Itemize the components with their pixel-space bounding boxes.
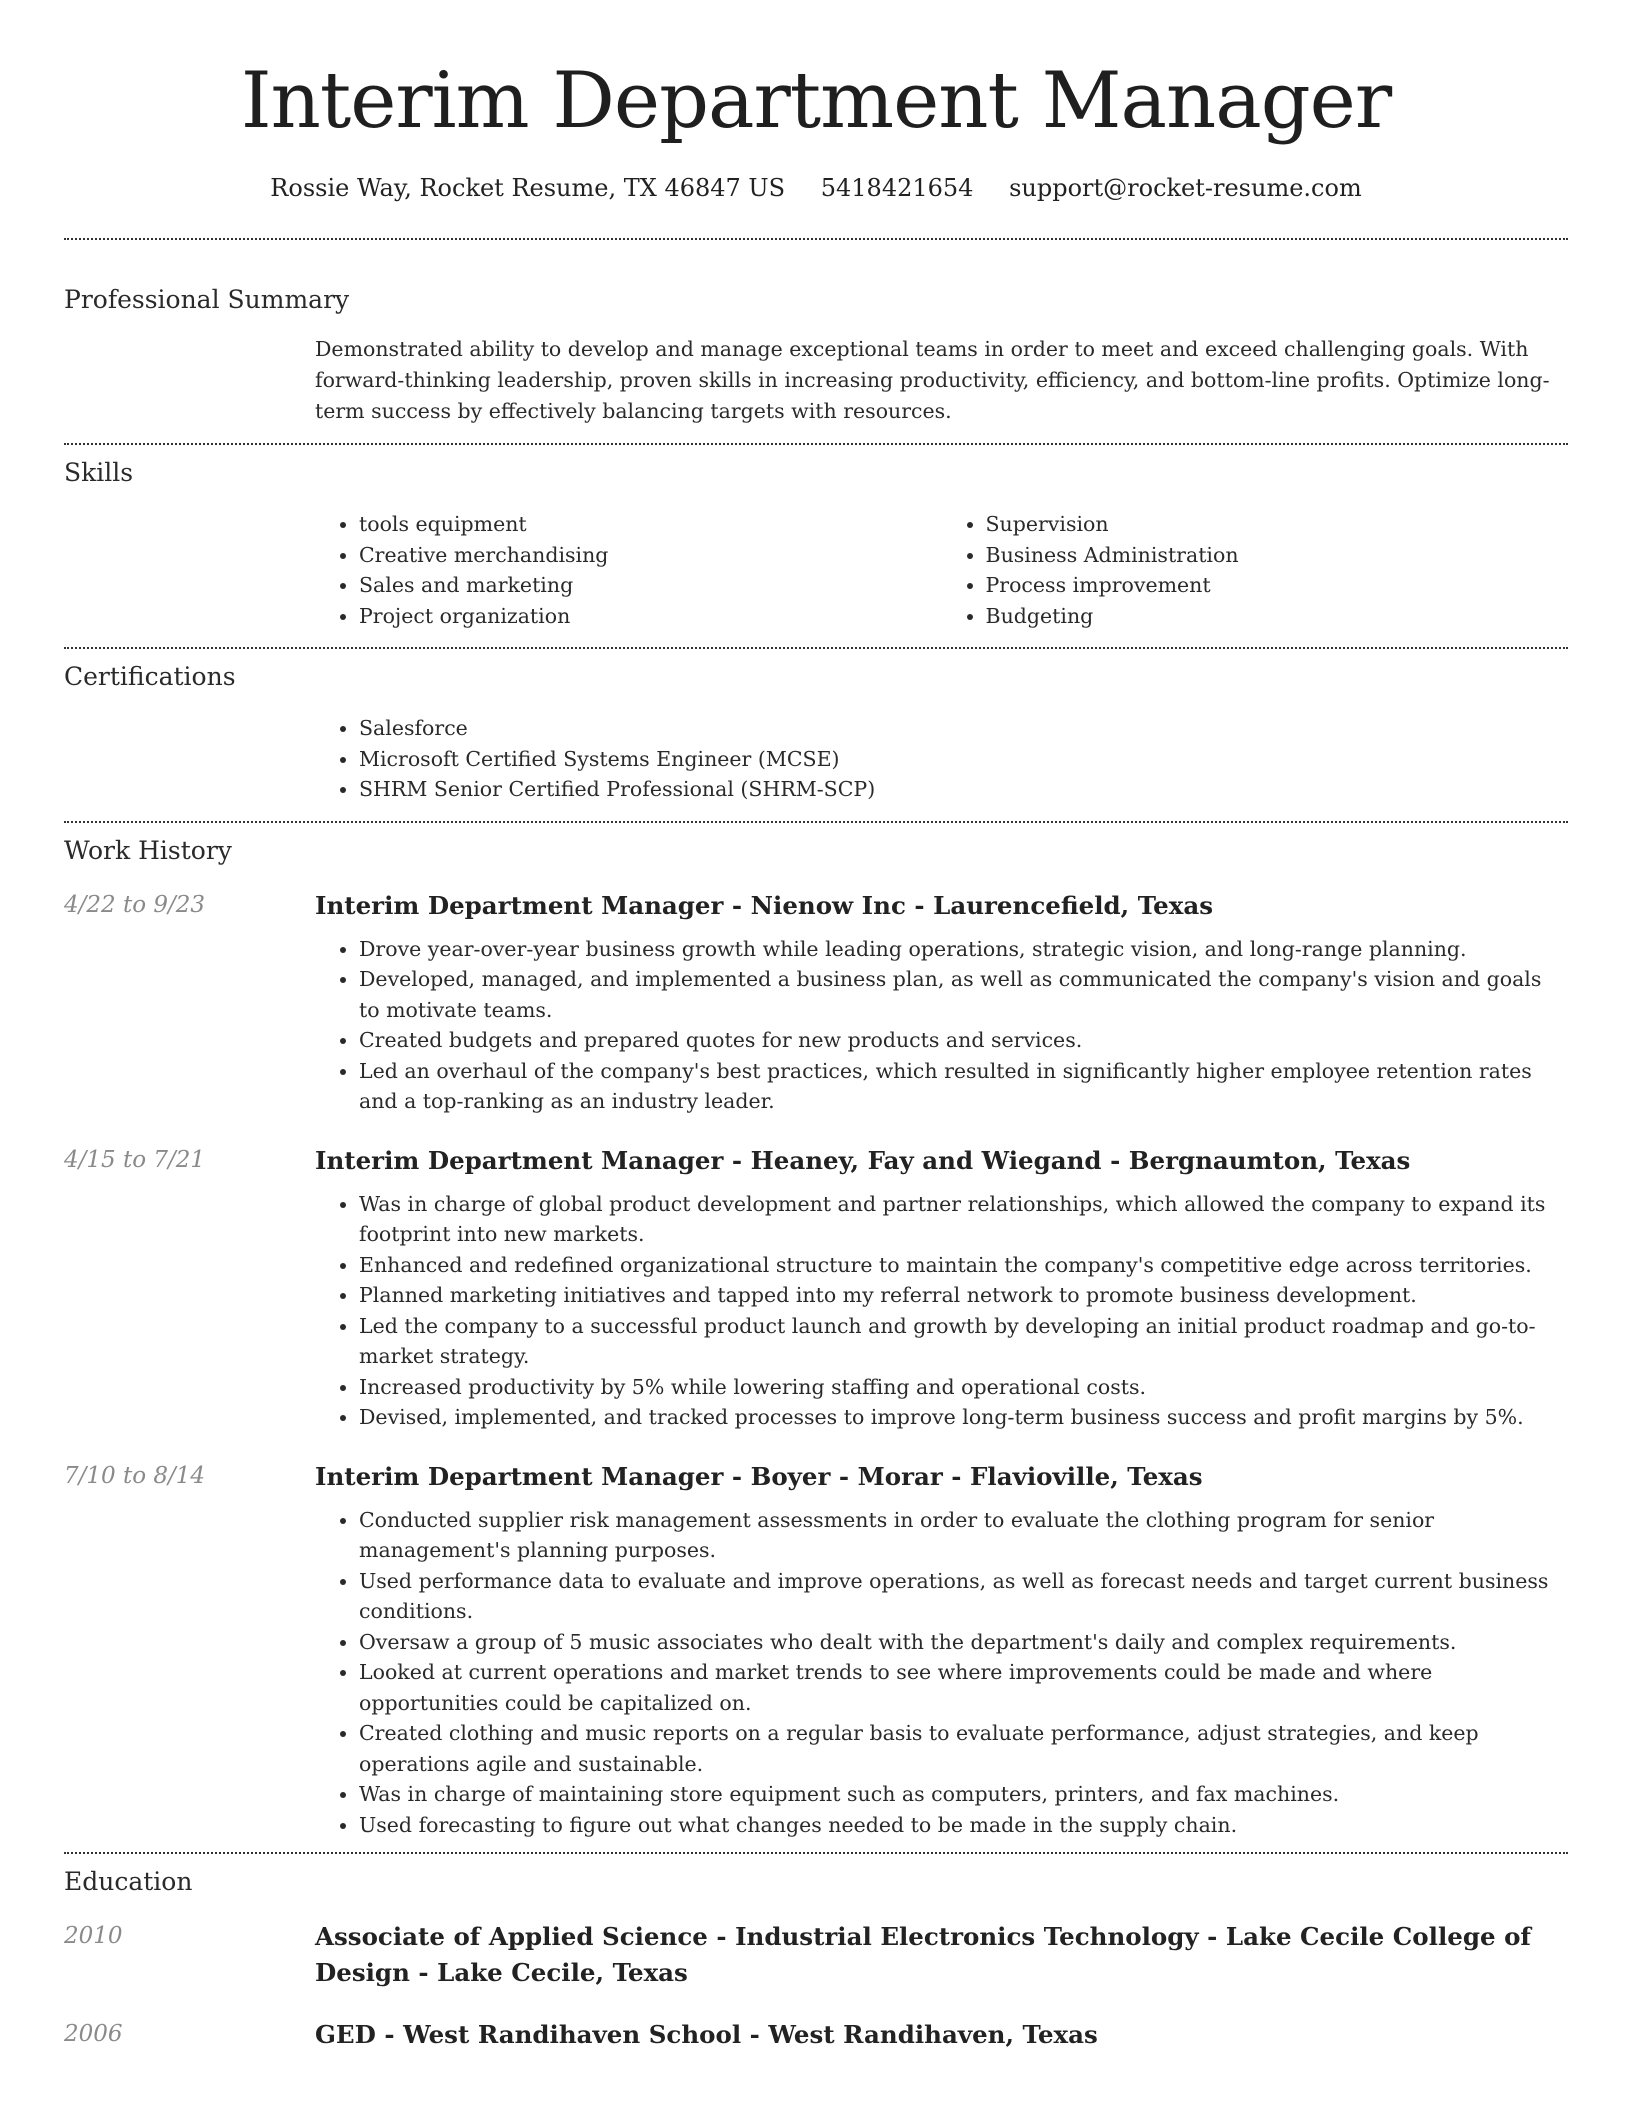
job-bullet: • Devised, implemented, and tracked processes to improve long-term business success and profit margins by 5%.: [359, 1402, 1568, 1433]
section-title-summary: Professional Summary: [64, 285, 350, 314]
job-dates: 4/15 to 7/21: [64, 1146, 206, 1173]
job-dates: 4/22 to 9/23: [64, 891, 206, 918]
resume-header: [64, 0, 1568, 204]
education-entry: [64, 1919, 1568, 1991]
job-bullet: • Was in charge of global product development and partner relationships, which allowed the company to expand its footprint into new markets.: [359, 1189, 1568, 1250]
summary-text: Demonstrated ability to develop and manage exceptional teams in order to meet and exceed challenging goals. With forward-thinking leadership, proven skills in increasing productivity, efficiency, and bottom-line profits. Optimize long-term success by effectively balancing targets with resources.: [315, 337, 1550, 423]
skill-item: • Project organization: [359, 601, 942, 632]
job-bullet: • Created budgets and prepared quotes for new products and services.: [359, 1025, 1568, 1056]
education-title: Associate of Applied Science - Industrial Electronics Technology - Lake Cecile College of Design - Lake Cecile, Texas: [315, 1922, 1531, 1987]
skill-item: • Process improvement: [986, 570, 1569, 601]
job-bullets: [315, 1505, 1568, 1841]
job-bullet: • Led the company to a successful product launch and growth by developing an initial product roadmap and go-to-market strategy.: [359, 1311, 1568, 1372]
section-title-skills: Skills: [64, 458, 134, 487]
skill-item: • Creative merchandising: [359, 540, 942, 571]
contact-address: Rossie Way, Rocket Resume, TX 46847 US: [270, 174, 786, 202]
job-bullet: • Developed, managed, and implemented a business plan, as well as communicated the company's vision and goals to motivate teams.: [359, 964, 1568, 1025]
work-history-section: [64, 823, 1568, 1853]
job-bullet: • Increased productivity by 5% while lowering staffing and operational costs.: [359, 1372, 1568, 1403]
section-title-education: Education: [64, 1867, 193, 1896]
education-entry: [64, 2017, 1568, 2053]
summary-section: [64, 240, 1568, 443]
certification-item: • Salesforce: [359, 713, 1568, 744]
certification-item: • SHRM Senior Certified Professional (SHRM-SCP): [359, 774, 1568, 805]
job-bullet: • Used forecasting to figure out what changes needed to be made in the supply chain.: [359, 1810, 1568, 1841]
contact-email[interactable]: support@rocket-resume.com: [1009, 174, 1362, 202]
job-bullet: • Used performance data to evaluate and improve operations, as well as forecast needs and target current business conditions.: [359, 1566, 1568, 1627]
job-title: Interim Department Manager - Boyer - Morar - Flavioville, Texas: [315, 1461, 1203, 1491]
skills-section: [64, 445, 1568, 647]
skill-item: • Supervision: [986, 509, 1569, 540]
job-dates: 7/10 to 8/14: [64, 1462, 206, 1489]
job-bullet: • Oversaw a group of 5 music associates who dealt with the department's daily and complex requirements.: [359, 1627, 1568, 1658]
education-year: 2010: [64, 1923, 123, 1949]
job-title: Interim Department Manager - Heaney, Fay and Wiegand - Bergnaumton, Texas: [315, 1145, 1411, 1175]
contact-phone: 5418421654: [820, 174, 974, 202]
skills-list-right: [942, 509, 1569, 631]
job-entry: [64, 888, 1568, 1117]
job-bullet: • Led an overhaul of the company's best practices, which resulted in significantly higher employee retention rates and a top-ranking as an industry leader.: [359, 1056, 1568, 1117]
skill-item: • Business Administration: [986, 540, 1569, 571]
job-bullets: [315, 1189, 1568, 1433]
education-section: [64, 1854, 1568, 2053]
resume-page: [64, 0, 1568, 2053]
section-title-work-history: Work History: [64, 835, 232, 865]
job-bullet: • Created clothing and music reports on a regular basis to evaluate performance, adjust strategies, and keep operations agile and sustainable.: [359, 1718, 1568, 1779]
job-bullet: • Enhanced and redefined organizational structure to maintain the company's competitive edge across territories.: [359, 1250, 1568, 1281]
skill-item: • Sales and marketing: [359, 570, 942, 601]
job-entry: [64, 1459, 1568, 1841]
skill-item: • tools equipment: [359, 509, 942, 540]
education-title: GED - West Randihaven School - West Randihaven, Texas: [315, 2020, 1098, 2049]
skills-list-left: [315, 509, 942, 631]
certifications-section: [64, 649, 1568, 821]
certification-item: • Microsoft Certified Systems Engineer (MCSE): [359, 744, 1568, 775]
job-bullet: • Was in charge of maintaining store equipment such as computers, printers, and fax machines.: [359, 1779, 1568, 1810]
job-bullets: [315, 934, 1568, 1117]
certifications-list: [315, 713, 1568, 805]
job-title: Interim Department Manager - Nienow Inc - Laurencefield, Texas: [315, 890, 1214, 920]
education-year: 2006: [64, 2021, 123, 2047]
skill-item: • Budgeting: [986, 601, 1569, 632]
job-bullet: • Planned marketing initiatives and tapped into my referral network to promote business development.: [359, 1280, 1568, 1311]
candidate-name: Interim Department Manager: [240, 56, 1392, 146]
job-bullet: • Looked at current operations and market trends to see where improvements could be made and where opportunities could be capitalized on.: [359, 1657, 1568, 1718]
section-title-certifications: Certifications: [64, 662, 236, 691]
job-bullet: • Drove year-over-year business growth while leading operations, strategic vision, and long-range planning.: [359, 934, 1568, 965]
job-entry: [64, 1143, 1568, 1433]
job-bullet: • Conducted supplier risk management assessments in order to evaluate the clothing program for senior management's planning purposes.: [359, 1505, 1568, 1566]
contact-line: [64, 172, 1568, 204]
